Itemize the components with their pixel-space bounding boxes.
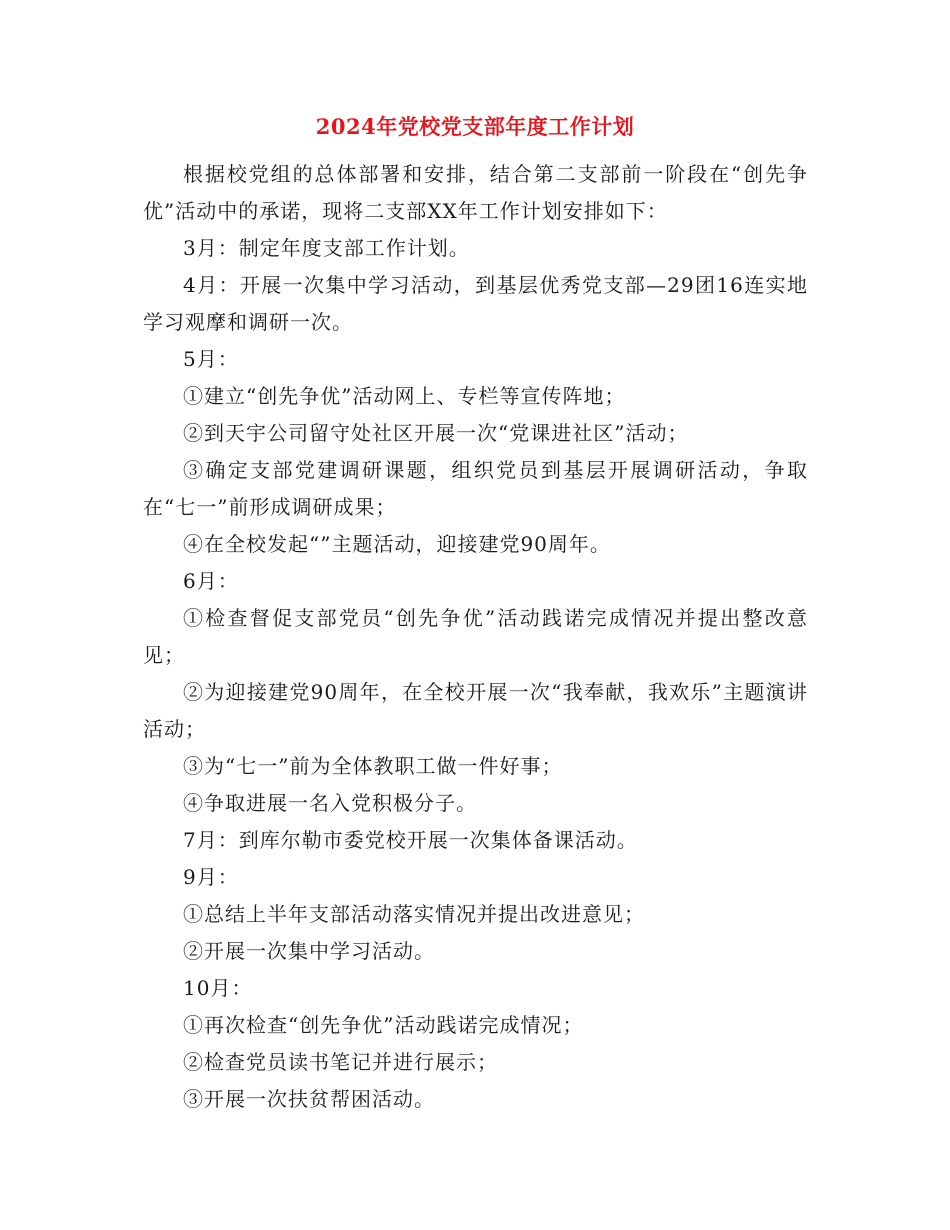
paragraph-may-item-3: ③确定支部党建调研课题，组织党员到基层开展调研活动，争取在“七一”前形成调研成果； — [143, 458, 808, 519]
paragraph-may-item-1: ①建立“创先争优”活动网上、专栏等宣传阵地； — [183, 384, 626, 408]
document-title: 2024年党校党支部年度工作计划 — [315, 114, 635, 139]
paragraph-september-heading: 9月： — [183, 865, 239, 889]
document-body — [143, 156, 808, 1118]
paragraph-october-item-1: ①再次检查“创先争优”活动践诺完成情况； — [183, 1013, 584, 1037]
paragraph-july: 7月：到库尔勒市委党校开展一次集体备课活动。 — [183, 828, 638, 852]
paragraph-june-item-4: ④争取进展一名入党积极分子。 — [183, 791, 477, 815]
paragraph-may-item-2: ②到天宇公司留守处社区开展一次“党课进社区”活动； — [183, 421, 689, 445]
paragraph-intro: 根据校党组的总体部署和安排，结合第二支部前一阶段在“创先争优”活动中的承诺，现将二支部XX年工作计划安排如下： — [143, 162, 808, 223]
paragraph-march: 3月：制定年度支部工作计划。 — [183, 236, 470, 260]
paragraph-may-item-4: ④在全校发起“”主题活动，迎接建党90周年。 — [183, 532, 611, 556]
paragraph-september-item-2: ②开展一次集中学习活动。 — [183, 939, 435, 963]
paragraph-june-item-3: ③为“七一”前为全体教职工做一件好事； — [183, 754, 563, 778]
paragraph-june-heading: 6月： — [183, 569, 239, 593]
paragraph-october-item-2: ②检查党员读书笔记并进行展示； — [183, 1050, 498, 1074]
paragraph-june-item-2: ②为迎接建党90周年，在全校开展一次“我奉献，我欢乐”主题演讲活动； — [143, 680, 808, 741]
paragraph-april: 4月：开展一次集中学习活动，到基层优秀党支部—29团16连实地学习观摩和调研一次。 — [143, 273, 808, 334]
paragraph-june-item-1: ①检查督促支部党员“创先争优”活动践诺完成情况并提出整改意见； — [143, 606, 808, 667]
paragraph-september-item-1: ①总结上半年支部活动落实情况并提出改进意见； — [183, 902, 645, 926]
paragraph-october-item-3: ③开展一次扶贫帮困活动。 — [183, 1087, 435, 1111]
paragraph-october-heading: 10月： — [183, 976, 253, 1000]
paragraph-may-heading: 5月： — [183, 347, 239, 371]
